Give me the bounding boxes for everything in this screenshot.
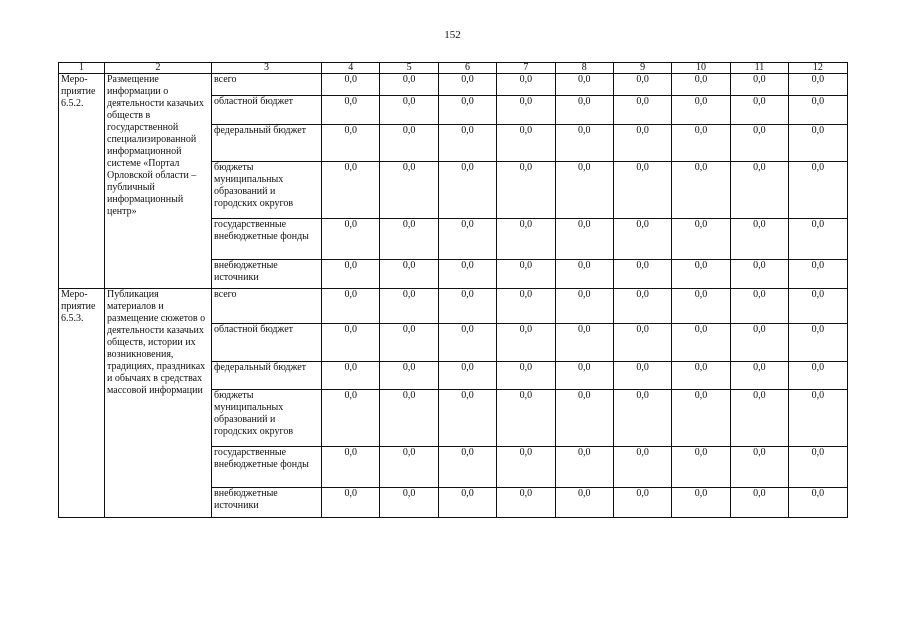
funding-value: 0,0 — [672, 125, 730, 162]
funding-value: 0,0 — [613, 74, 671, 96]
funding-value: 0,0 — [380, 362, 438, 390]
funding-value: 0,0 — [555, 362, 613, 390]
funding-value: 0,0 — [789, 96, 847, 125]
activity-title: Размещение информации о деятельности казачьих обществ в государственной специализированной информационной системе «Портал Орловской области – публичный информационный центр» — [105, 74, 212, 289]
funding-value: 0,0 — [613, 447, 671, 488]
column-number: 5 — [380, 63, 438, 74]
funding-value: 0,0 — [672, 74, 730, 96]
column-number: 7 — [497, 63, 555, 74]
funding-value: 0,0 — [613, 125, 671, 162]
funding-value: 0,0 — [380, 260, 438, 289]
funding-value: 0,0 — [497, 162, 555, 219]
funding-value: 0,0 — [555, 324, 613, 362]
funding-value: 0,0 — [730, 74, 788, 96]
funding-value: 0,0 — [613, 324, 671, 362]
funding-value: 0,0 — [613, 488, 671, 518]
funding-value: 0,0 — [789, 260, 847, 289]
funding-value: 0,0 — [322, 390, 380, 447]
funding-value: 0,0 — [497, 96, 555, 125]
column-number: 10 — [672, 63, 730, 74]
column-number: 4 — [322, 63, 380, 74]
funding-value: 0,0 — [789, 362, 847, 390]
funding-value: 0,0 — [613, 390, 671, 447]
funding-value: 0,0 — [613, 289, 671, 324]
funding-value: 0,0 — [497, 447, 555, 488]
column-number: 1 — [59, 63, 105, 74]
funding-value: 0,0 — [380, 219, 438, 260]
funding-value: 0,0 — [789, 324, 847, 362]
funding-value: 0,0 — [438, 96, 496, 125]
funding-value: 0,0 — [672, 219, 730, 260]
funding-value: 0,0 — [555, 162, 613, 219]
funding-value: 0,0 — [322, 289, 380, 324]
funding-value: 0,0 — [380, 96, 438, 125]
funding-source: областной бюджет — [212, 324, 322, 362]
funding-value: 0,0 — [497, 125, 555, 162]
funding-value: 0,0 — [613, 162, 671, 219]
funding-value: 0,0 — [730, 362, 788, 390]
funding-value: 0,0 — [672, 289, 730, 324]
funding-value: 0,0 — [555, 447, 613, 488]
funding-value: 0,0 — [322, 324, 380, 362]
table-body — [59, 74, 848, 518]
funding-value: 0,0 — [730, 162, 788, 219]
page-number: 152 — [444, 29, 461, 41]
funding-value: 0,0 — [497, 219, 555, 260]
funding-value: 0,0 — [380, 74, 438, 96]
funding-value: 0,0 — [380, 125, 438, 162]
funding-value: 0,0 — [789, 390, 847, 447]
funding-value: 0,0 — [497, 362, 555, 390]
funding-value: 0,0 — [730, 390, 788, 447]
funding-value: 0,0 — [555, 260, 613, 289]
funding-value: 0,0 — [380, 447, 438, 488]
funding-value: 0,0 — [789, 447, 847, 488]
funding-value: 0,0 — [555, 488, 613, 518]
funding-value: 0,0 — [438, 162, 496, 219]
funding-value: 0,0 — [730, 219, 788, 260]
funding-value: 0,0 — [672, 447, 730, 488]
funding-value: 0,0 — [497, 74, 555, 96]
funding-value: 0,0 — [497, 289, 555, 324]
funding-value: 0,0 — [730, 324, 788, 362]
table-row — [59, 289, 848, 324]
funding-value: 0,0 — [613, 219, 671, 260]
funding-value: 0,0 — [789, 74, 847, 96]
funding-value: 0,0 — [730, 289, 788, 324]
funding-source: всего — [212, 74, 322, 96]
funding-value: 0,0 — [497, 260, 555, 289]
funding-value: 0,0 — [555, 289, 613, 324]
funding-value: 0,0 — [438, 324, 496, 362]
funding-value: 0,0 — [555, 125, 613, 162]
funding-value: 0,0 — [789, 162, 847, 219]
funding-value: 0,0 — [322, 219, 380, 260]
funding-value: 0,0 — [672, 324, 730, 362]
funding-source: всего — [212, 289, 322, 324]
funding-value: 0,0 — [322, 74, 380, 96]
funding-value: 0,0 — [672, 362, 730, 390]
funding-value: 0,0 — [380, 162, 438, 219]
funding-value: 0,0 — [789, 219, 847, 260]
funding-source: государственные внебюджетные фонды — [212, 219, 322, 260]
column-number: 8 — [555, 63, 613, 74]
funding-value: 0,0 — [789, 125, 847, 162]
funding-value: 0,0 — [730, 260, 788, 289]
funding-value: 0,0 — [438, 447, 496, 488]
funding-value: 0,0 — [613, 260, 671, 289]
funding-value: 0,0 — [730, 447, 788, 488]
funding-value: 0,0 — [789, 289, 847, 324]
funding-value: 0,0 — [438, 390, 496, 447]
funding-source: областной бюджет — [212, 96, 322, 125]
funding-value: 0,0 — [438, 219, 496, 260]
funding-value: 0,0 — [497, 488, 555, 518]
funding-value: 0,0 — [789, 488, 847, 518]
funding-value: 0,0 — [672, 162, 730, 219]
funding-value: 0,0 — [555, 390, 613, 447]
column-number-row — [59, 63, 848, 74]
funding-value: 0,0 — [438, 260, 496, 289]
funding-value: 0,0 — [730, 488, 788, 518]
funding-value: 0,0 — [497, 390, 555, 447]
funding-source: внебюджетные источники — [212, 260, 322, 289]
activity-code: Меро-приятие 6.5.2. — [59, 74, 105, 289]
funding-value: 0,0 — [438, 125, 496, 162]
funding-source: бюджеты муниципальных образований и городских округов — [212, 390, 322, 447]
funding-value: 0,0 — [555, 74, 613, 96]
funding-value: 0,0 — [672, 260, 730, 289]
funding-value: 0,0 — [322, 125, 380, 162]
activity-title: Публикация материалов и размещение сюжетов о деятельности казачьих обществ, истории их возникновения, традициях, праздниках и обычаях в средствах массовой информации — [105, 289, 212, 518]
column-number: 3 — [212, 63, 322, 74]
funding-value: 0,0 — [438, 362, 496, 390]
funding-value: 0,0 — [438, 289, 496, 324]
funding-value: 0,0 — [672, 488, 730, 518]
column-number: 9 — [613, 63, 671, 74]
funding-value: 0,0 — [380, 488, 438, 518]
funding-source: федеральный бюджет — [212, 362, 322, 390]
funding-value: 0,0 — [555, 219, 613, 260]
funding-source: федеральный бюджет — [212, 125, 322, 162]
funding-value: 0,0 — [322, 260, 380, 289]
funding-source: бюджеты муниципальных образований и городских округов — [212, 162, 322, 219]
funding-value: 0,0 — [322, 96, 380, 125]
column-number: 12 — [789, 63, 847, 74]
funding-value: 0,0 — [380, 289, 438, 324]
column-number: 6 — [438, 63, 496, 74]
column-number: 2 — [105, 63, 212, 74]
funding-value: 0,0 — [322, 162, 380, 219]
table-row — [59, 74, 848, 96]
funding-value: 0,0 — [322, 362, 380, 390]
funding-value: 0,0 — [613, 96, 671, 125]
funding-value: 0,0 — [613, 362, 671, 390]
funding-value: 0,0 — [380, 390, 438, 447]
funding-value: 0,0 — [730, 96, 788, 125]
funding-value: 0,0 — [497, 324, 555, 362]
funding-value: 0,0 — [322, 447, 380, 488]
funding-table — [58, 62, 848, 518]
funding-source: государственные внебюджетные фонды — [212, 447, 322, 488]
funding-source: внебюджетные источники — [212, 488, 322, 518]
funding-value: 0,0 — [672, 390, 730, 447]
activity-code: Меро-приятие 6.5.3. — [59, 289, 105, 518]
funding-value: 0,0 — [438, 488, 496, 518]
funding-value: 0,0 — [438, 74, 496, 96]
column-number: 11 — [730, 63, 788, 74]
funding-value: 0,0 — [730, 125, 788, 162]
funding-value: 0,0 — [672, 96, 730, 125]
funding-value: 0,0 — [555, 96, 613, 125]
funding-value: 0,0 — [380, 324, 438, 362]
funding-value: 0,0 — [322, 488, 380, 518]
